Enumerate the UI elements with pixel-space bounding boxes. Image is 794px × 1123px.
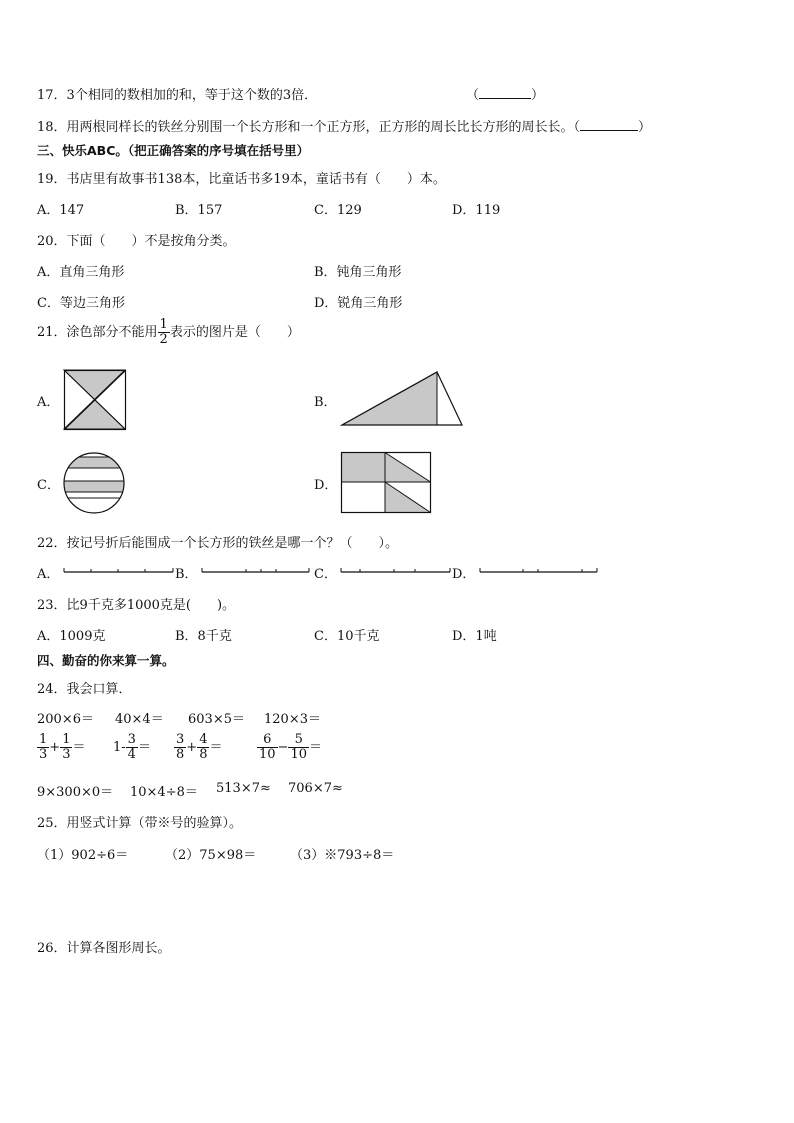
q24-row2-item-4: $\frac{6}{10}$ − $\frac{5}{10}$ ＝ [259, 732, 323, 762]
section-4-heading: 四、勤奋的你来算一算。 [37, 653, 175, 668]
q25-item-3: （3）※793÷8＝ [290, 848, 395, 863]
q24-row3-item-2: 10×4÷8＝ [130, 785, 198, 800]
q22-option-a-label[interactable]: A． [37, 567, 60, 582]
q21-option-b-label[interactable]: B． [314, 395, 337, 410]
q24-row1-item-1: 200×6＝ [37, 712, 94, 727]
q22-text: 22．按记号折后能围成一个长方形的铁丝是哪一个？（ ）。 [37, 536, 399, 551]
q24-row1-item-2: 40×4＝ [115, 712, 164, 727]
q21-fraction: $\frac{1}{2}$ [159, 317, 168, 347]
q24-row2-item-2: 1- $\frac{3}{4}$ ＝ [113, 732, 151, 762]
q24-row1-item-3: 603×5＝ [188, 712, 245, 727]
q19-option-b[interactable]: B．157 [175, 203, 223, 218]
q25-item-2: （2）75×98＝ [165, 848, 257, 863]
q22-option-d-label[interactable]: D． [452, 567, 476, 582]
q24-text: 24．我会口算． [37, 682, 132, 697]
q20-option-d[interactable]: D．锐角三角形 [314, 296, 403, 311]
q18-text: 18．用两根同样长的铁丝分别围一个长方形和一个正方形，正方形的周长比长方形的周长长。（ ） [37, 120, 652, 135]
q21-figure-c-circle[interactable] [62, 452, 128, 514]
q21-figure-d-grid[interactable] [341, 452, 433, 514]
q19-option-c[interactable]: C．129 [314, 203, 362, 218]
q24-row3-item-3: 513×7≈ [216, 781, 271, 796]
q24-row2-item-3: $\frac{3}{8}$ + $\frac{4}{8}$ ＝ [176, 732, 223, 762]
q24-row3-item-1: 9×300×0＝ [37, 785, 114, 800]
q22-wire-b[interactable] [201, 566, 311, 576]
q23-option-b[interactable]: B．8千克 [175, 629, 232, 644]
q23-option-c[interactable]: C．10千克 [314, 629, 380, 644]
q23-option-d[interactable]: D．1吨 [452, 629, 497, 644]
q23-option-a[interactable]: A．1009克 [37, 629, 106, 644]
q22-wire-c[interactable] [340, 566, 452, 576]
q17-answer-blank[interactable]: （ ） [466, 88, 545, 103]
q20-text: 20．下面（ ）不是按角分类。 [37, 234, 236, 249]
q24-row3-item-4: 706×7≈ [288, 781, 343, 796]
q22-option-b-label[interactable]: B． [175, 567, 198, 582]
q22-option-c-label[interactable]: C． [314, 567, 337, 582]
q24-row2-item-1: $\frac{1}{3}$ + $\frac{1}{3}$ ＝ [39, 732, 86, 762]
q20-option-c[interactable]: C．等边三角形 [37, 296, 125, 311]
q17-text: 17．3个相同的数相加的和，等于这个数的3倍． [37, 88, 318, 103]
q21-option-d-label[interactable]: D． [314, 478, 338, 493]
q20-option-b[interactable]: B．钝角三角形 [314, 265, 402, 280]
q19-option-d[interactable]: D．119 [452, 203, 501, 218]
q22-wire-a[interactable] [63, 566, 175, 576]
q26-text: 26．计算各图形周长。 [37, 941, 171, 956]
q25-item-1: （1）902÷6＝ [37, 848, 129, 863]
q23-text: 23．比9千克多1000克是( )。 [37, 598, 236, 613]
q19-text: 19．书店里有故事书138本，比童话书多19本，童话书有（ ）本。 [37, 172, 446, 187]
q21-option-a-label[interactable]: A． [37, 395, 60, 410]
q22-wire-d[interactable] [479, 566, 599, 576]
q21-option-c-label[interactable]: C． [37, 478, 60, 493]
q25-text: 25．用竖式计算（带※号的验算）。 [37, 816, 243, 831]
q20-option-a[interactable]: A．直角三角形 [37, 265, 125, 280]
q18-answer-blank[interactable] [580, 120, 638, 131]
q21-figure-a-square[interactable] [64, 370, 126, 430]
section-3-heading: 三、快乐ABC。（把正确答案的序号填在括号里） [37, 143, 310, 158]
q21-figure-b-triangle[interactable] [340, 370, 465, 427]
q19-option-a[interactable]: A．147 [37, 203, 85, 218]
q21-text: 21．涂色部分不能用 $\frac{1}{2}$ 表示的图片是（ ） [37, 317, 300, 347]
q24-row1-item-4: 120×3＝ [264, 712, 321, 727]
